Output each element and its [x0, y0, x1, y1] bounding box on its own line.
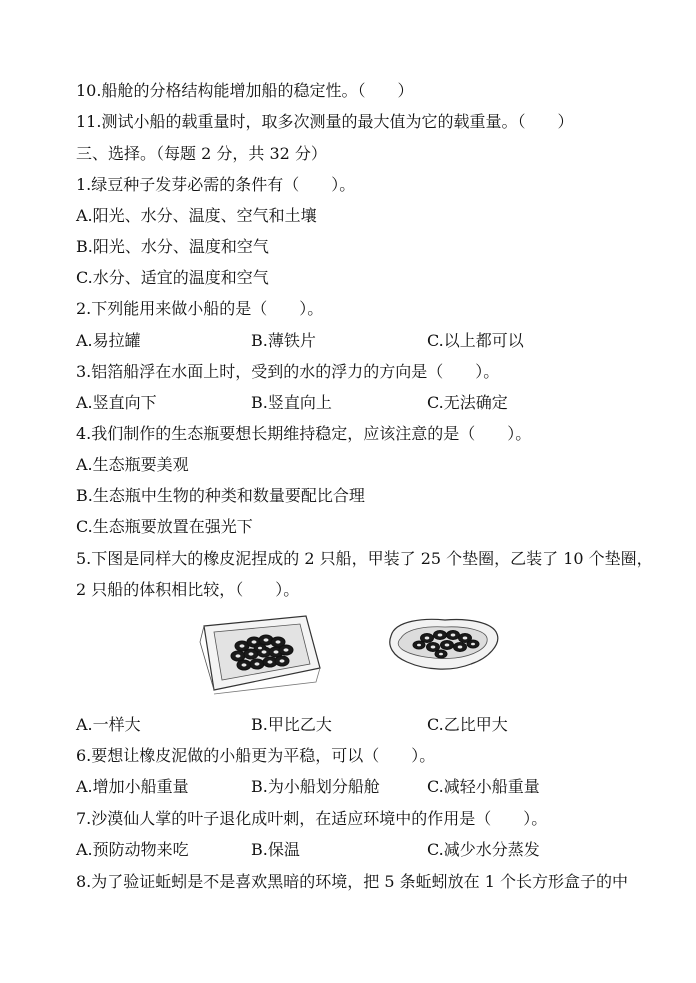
- choice-5-option-a: A.一样大: [76, 715, 141, 734]
- choice-7-option-c: C.减少水分蒸发: [427, 840, 540, 859]
- boat-a-figure: [196, 612, 324, 696]
- choice-2-option-b: B.薄铁片: [251, 331, 316, 350]
- choice-6-option-c: C.减轻小船重量: [427, 777, 540, 796]
- choice-6-option-a: A.增加小船重量: [76, 777, 189, 796]
- choice-2-option-c: C.以上都可以: [427, 331, 524, 350]
- choice-question-6: 6.要想让橡皮泥做的小船更为平稳，可以（ ）。: [76, 746, 436, 765]
- choice-question-7: 7.沙漠仙人掌的叶子退化成叶刺，在适应环境中的作用是（ ）。: [76, 809, 548, 828]
- question-11: 11.测试小船的载重量时，取多次测量的最大值为它的载重量。（ ）: [76, 112, 574, 131]
- question-10: 10.船舱的分格结构能增加船的稳定性。（ ）: [76, 81, 414, 100]
- choice-1-option-c: C.水分、适宜的温度和空气: [76, 268, 269, 287]
- choice-3-option-a: A.竖直向下: [76, 393, 157, 412]
- choice-question-4: 4.我们制作的生态瓶要想长期维持稳定，应该注意的是（ ）。: [76, 424, 532, 443]
- choice-question-1: 1.绿豆种子发芽必需的条件有（ ）。: [76, 175, 356, 194]
- choice-question-5-line-2: 2 只船的体积相比较，（ ）。: [76, 580, 300, 599]
- choice-4-option-b: B.生态瓶中生物的种类和数量要配比合理: [76, 486, 365, 505]
- choice-question-2: 2.下列能用来做小船的是（ ）。: [76, 299, 324, 318]
- choice-question-3: 3.铝箔船浮在水面上时，受到的水的浮力的方向是（ ）。: [76, 362, 500, 381]
- choice-3-option-b: B.竖直向上: [251, 393, 332, 412]
- choice-question-5-line-1: 5.下图是同样大的橡皮泥捏成的 2 只船，甲装了 25 个垫圈，乙装了 10 个垫圈，: [76, 549, 653, 568]
- choice-3-option-c: C.无法确定: [427, 393, 508, 412]
- section-3-heading: 三、选择。（每题 2 分，共 32 分）: [76, 144, 327, 163]
- choice-1-option-b: B.阳光、水分、温度和空气: [76, 237, 269, 256]
- choice-2-option-a: A.易拉罐: [76, 331, 141, 350]
- choice-4-option-c: C.生态瓶要放置在强光下: [76, 517, 253, 536]
- choice-5-option-c: C.乙比甲大: [427, 715, 508, 734]
- choice-7-option-a: A.预防动物来吃: [76, 840, 189, 859]
- choice-6-option-b: B.为小船划分船舱: [251, 777, 380, 796]
- choice-5-option-b: B.甲比乙大: [251, 715, 332, 734]
- choice-question-8: 8.为了验证蚯蚓是不是喜欢黑暗的环境，把 5 条蚯蚓放在 1 个长方形盒子的中: [76, 872, 628, 891]
- choice-7-option-b: B.保温: [251, 840, 300, 859]
- boat-b-figure: [385, 614, 503, 674]
- choice-4-option-a: A.生态瓶要美观: [76, 455, 189, 474]
- choice-1-option-a: A.阳光、水分、温度、空气和土壤: [76, 206, 317, 225]
